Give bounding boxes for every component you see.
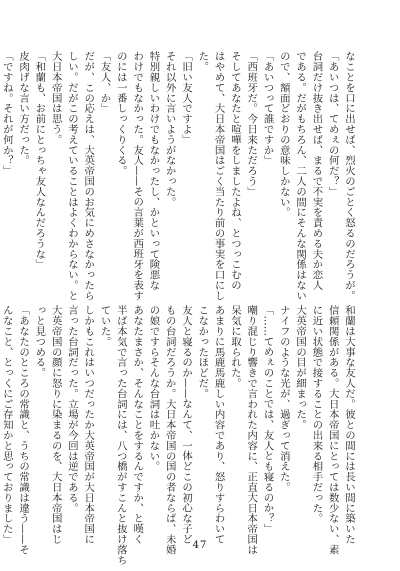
text-line: 嘲り混じり響きで言われた内容に、正直大日本帝国は xyxy=(245,305,258,555)
text-line: 言った台詞だった。立場が今回は逆である。 xyxy=(65,305,78,513)
text-line: の娘ですらそんな台詞は吐かない。 xyxy=(147,305,160,472)
text-line: 大日本帝国は思う。 xyxy=(49,51,62,145)
text-line: 台詞だけ抜き出せば、まるで不実を責める夫か恋人 xyxy=(310,51,323,291)
text-line: である。だがもちろん、二人の間にそんな関係はない xyxy=(294,51,307,301)
text-line: 「和蘭も、お前にとっちゃ友人なんだろうな」 xyxy=(33,51,46,270)
text-line: なことを口に出せば、烈火のごとく怒るのだろうが。 xyxy=(343,51,355,301)
text-line: っと見つめる。 xyxy=(33,305,46,378)
text-line: ナイフのような光が、過ぎって消えた。 xyxy=(277,305,290,493)
text-line: 友人と寝るのか——なんて、一体どこの初心な子ど xyxy=(180,305,193,545)
upper-text-block xyxy=(0,51,357,301)
text-line: に近い状態で接することの出来る相手だった。 xyxy=(310,305,323,524)
text-line: んなこと、とっくにご存知かと思っておりました」 xyxy=(0,305,13,545)
text-line: 信頼関係がある。大日本帝国にとっては数少ない、素 xyxy=(326,305,339,555)
text-line: こなかったほどだ。 xyxy=(196,305,209,399)
text-line: 「旧い友人ですよ」 xyxy=(180,51,193,145)
text-line: それ以外に言いようがなかった。 xyxy=(163,51,176,207)
text-line: しかもこれはいつだったか大英帝国が大日本帝国に xyxy=(82,305,95,545)
text-line: ていた。 xyxy=(98,305,111,347)
text-line: 大英帝国の顔に怒りに染まるのを、大日本帝国はじ xyxy=(49,305,62,545)
text-line: 半ば本気で言った台詞には、八つ橋がすこんと抜け落ち xyxy=(114,305,127,565)
text-line: 特別親しいわけでもなかったし、かといって険悪な xyxy=(147,51,160,291)
text-line: あなたまさか、そんなことをするんですか、と嘆く xyxy=(131,305,144,545)
text-line: 「あいつって誰ですか」 xyxy=(261,51,274,166)
text-line: しい。だがこの考えていることはよくわからない。と xyxy=(65,51,78,301)
text-line: 「あなたのところの常識と、うちの常識は違う——そ xyxy=(17,305,30,555)
text-line: あまりに馬鹿馬鹿しい内容であり、怒りすらわいて xyxy=(212,305,225,545)
text-line: た。 xyxy=(196,51,209,72)
text-line: ので、額面どおりの意味しかない。 xyxy=(277,51,290,218)
text-line: 「西班牙だ。今日来ただろう」 xyxy=(245,51,258,197)
text-line: わけでもなかった。友人——その言葉が西班牙を表す xyxy=(131,51,144,301)
text-line: 大英帝国の目が細まった。 xyxy=(294,305,307,430)
text-line: 「あいつは、てめぇの何だ？」 xyxy=(326,51,339,197)
text-line: 皮肉げな言い方だった。 xyxy=(17,51,30,166)
page-number: 47 xyxy=(192,540,208,551)
text-line: 「……てめぇのことでは、友人とも寝るのか？」 xyxy=(261,305,274,534)
text-line: だが、この応えは、大英帝国のお気にめさなかったら xyxy=(82,51,95,301)
text-line: もの台詞だろうか。大日本帝国の国の者ならば、未婚 xyxy=(163,305,176,555)
text-line: はやめて、大日本帝国はごく当たり前の事実を口にし xyxy=(212,51,225,301)
text-line: 「友人、か」 xyxy=(98,51,111,114)
text-line: のには一番しっくりくる。 xyxy=(114,51,127,176)
text-line: そしてあなたと喧嘩をしましたよね、とつっこむの xyxy=(228,51,241,291)
text-line: 「ですね。それが何か？」 xyxy=(0,51,13,176)
text-line: 和蘭は大事な友人だ。彼との間には長い間に築いた xyxy=(343,305,355,545)
text-line: 呆気に取られた。 xyxy=(228,305,241,389)
